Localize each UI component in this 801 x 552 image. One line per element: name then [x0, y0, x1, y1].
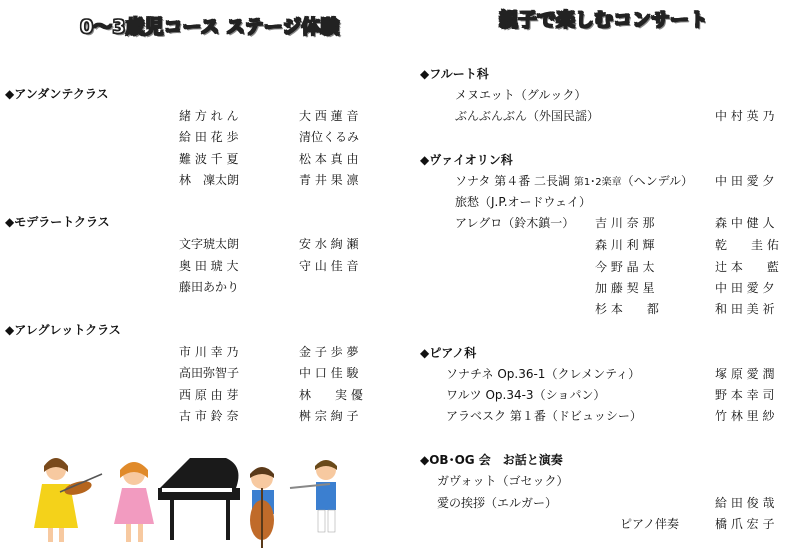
violin-girl-figure [34, 458, 102, 542]
student-name: 桝 宗 絢 子 [299, 409, 359, 423]
performer-name: 加 藤 契 星 [595, 281, 655, 295]
section-header-piano: ◆ピアノ科 [420, 346, 477, 360]
performer-name: 杉 本 都 [595, 302, 659, 316]
student-name: 安 水 絢 瀬 [299, 237, 359, 251]
accompanist-name: 橋 爪 宏 子 [715, 517, 775, 531]
student-name: 市 川 幸 乃 [179, 345, 239, 359]
grand-piano-figure [158, 458, 240, 540]
student-name: 林 実 優 [299, 388, 363, 402]
performer-name: 和 田 美 祈 [715, 302, 775, 316]
performer-name: 森 川 利 輝 [595, 238, 655, 252]
performer-name: 森 中 健 人 [715, 216, 775, 230]
performer-name: 中 村 英 乃 [715, 109, 775, 123]
piece-title: メヌエット（グルック） [455, 88, 587, 102]
class-header-allegretto: ◆アレグレットクラス [5, 323, 121, 337]
cello-boy-figure [250, 467, 274, 548]
left-title: 0～3歳児コース ステージ体験 [80, 16, 340, 38]
sonata-movements: 第1･2楽章 [573, 177, 622, 188]
student-name: 金 子 歩 夢 [299, 345, 359, 359]
piece-title: ぶんぶんぶん（外国民謡） [455, 109, 600, 123]
student-name: 中 口 佳 駿 [299, 366, 359, 380]
piece-title: ワルツ Op.34-3（ショパン） [446, 388, 606, 402]
performer-name: 塚 原 愛 潤 [715, 367, 775, 381]
piece-title: ソナチネ Op.36-1（クレメンティ） [446, 367, 641, 381]
pink-girl-figure [114, 462, 154, 542]
piece-title [455, 172, 693, 189]
student-name: 大 西 蓮 音 [299, 109, 359, 123]
section-header-obog: ◆OB･OG 会 お話と演奏 [420, 453, 563, 467]
student-name: 西 原 由 芽 [179, 388, 239, 402]
right-title: 親子で楽しむコンサート [499, 9, 709, 31]
accompanist-label: ピアノ伴奏 [620, 517, 680, 531]
student-name: 給 田 花 歩 [179, 130, 239, 144]
student-name: 古 市 鈴 奈 [179, 409, 239, 423]
performer-name: 辻 本 藍 [715, 260, 779, 274]
student-name: 奥 田 琥 大 [179, 259, 239, 273]
student-name: 緒 方 れ ん [179, 109, 239, 123]
performer-name: 中 田 愛 夕 [715, 174, 775, 188]
sonata-main: ソナタ 第４番 二長調 [455, 174, 571, 188]
section-header-flute: ◆フルート科 [420, 67, 489, 81]
class-header-moderato: ◆モデラートクラス [5, 215, 110, 229]
section-header-violin: ◆ヴァイオリン科 [420, 153, 513, 167]
performer-name: 吉 川 奈 那 [595, 216, 655, 230]
class-header-andante: ◆アンダンテクラス [5, 87, 109, 101]
sonata-composer: （ヘンデル） [621, 174, 693, 188]
student-name: 清位くるみ [299, 130, 360, 144]
piece-title: 旅愁（J.P.オードウェイ） [455, 195, 592, 209]
performer-name: 野 本 幸 司 [715, 388, 775, 402]
performer-name: 中 田 愛 夕 [715, 281, 775, 295]
student-name: 青 井 果 凛 [299, 173, 359, 187]
children-musicians-illustration [30, 448, 360, 552]
student-name: 藤田あかり [179, 280, 240, 294]
piece-title: アラベスク 第１番（ドビュッシー） [446, 409, 642, 423]
student-name: 高田弥智子 [179, 366, 240, 380]
student-name: 文字琥太朗 [179, 237, 240, 251]
performer-name: 乾 圭 佑 [715, 238, 779, 252]
flute-boy-figure [290, 460, 337, 532]
piece-title: アレグロ（鈴木鎮一） [455, 216, 575, 230]
student-name: 林 凜太朗 [179, 173, 240, 187]
piece-title: ガヴォット（ゴセック） [437, 474, 569, 488]
performer-name: 今 野 晶 太 [595, 260, 655, 274]
student-name: 守 山 佳 音 [299, 259, 359, 273]
performer-name: 給 田 俊 哉 [715, 496, 775, 510]
student-name: 松 本 真 由 [299, 152, 359, 166]
student-name: 難 波 千 夏 [179, 152, 239, 166]
performer-name: 竹 林 里 紗 [715, 409, 775, 423]
piece-title: 愛の挨拶（エルガー） [437, 496, 558, 510]
